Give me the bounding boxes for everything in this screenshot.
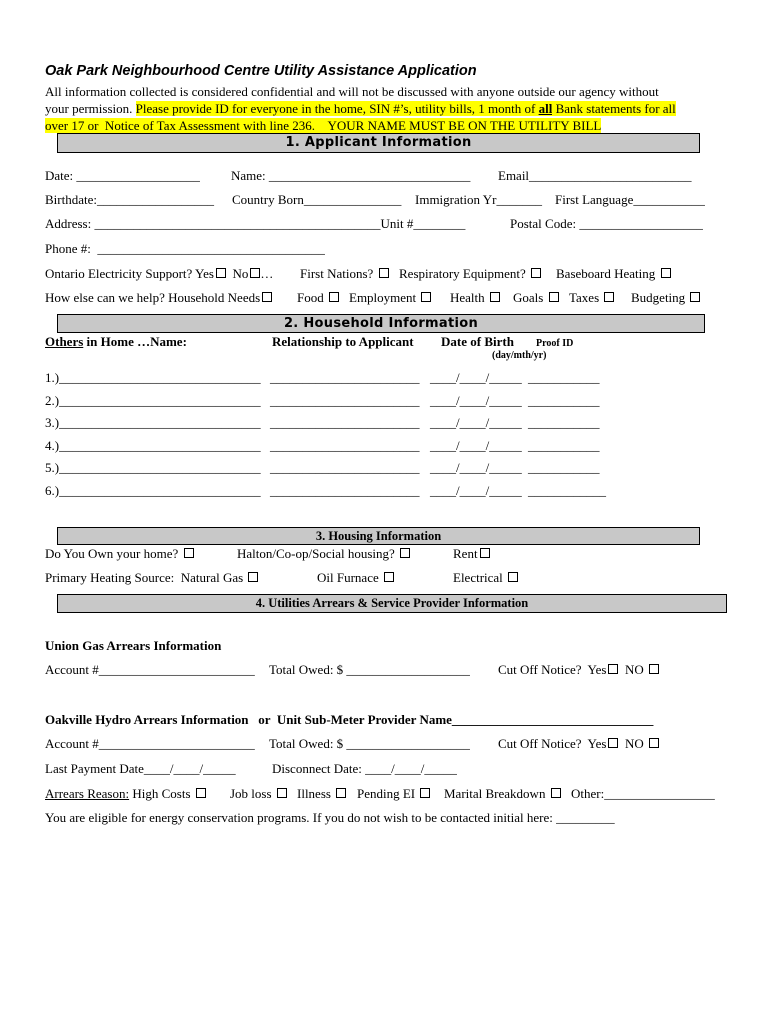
dob-field[interactable]: ____/____/_____ bbox=[430, 370, 522, 385]
health-row bbox=[450, 290, 500, 306]
table-row[interactable] bbox=[45, 460, 261, 476]
baseboard-checkbox[interactable] bbox=[661, 268, 671, 278]
member-name-field[interactable]: _______________________________ bbox=[59, 460, 261, 475]
own-home-label: Do You Own your home? bbox=[45, 546, 179, 561]
budgeting-label: Budgeting bbox=[631, 290, 686, 305]
illness-checkbox[interactable] bbox=[336, 788, 346, 798]
row-number: 4.) bbox=[45, 438, 60, 453]
baseboard-row bbox=[556, 266, 671, 282]
member-name-field[interactable]: _______________________________ bbox=[59, 415, 261, 430]
phone-field[interactable]: Phone #: ___________________________________ bbox=[45, 241, 325, 256]
pending-ei-row bbox=[357, 786, 430, 802]
dob-format-note: (day/mth/yr) bbox=[492, 350, 547, 361]
goals-row bbox=[513, 290, 559, 306]
natural-gas-label: Primary Heating Source: Natural Gas bbox=[45, 570, 244, 585]
member-name-field[interactable]: _______________________________ bbox=[59, 370, 261, 385]
hydro-cutoff-no-checkbox[interactable] bbox=[649, 738, 659, 748]
job-loss-row bbox=[230, 786, 287, 802]
postal-code-field[interactable]: Postal Code: ___________________ bbox=[510, 216, 703, 231]
employment-checkbox[interactable] bbox=[421, 292, 431, 302]
electricity-no-ellipsis: … bbox=[260, 266, 274, 281]
hydro-cutoff-row bbox=[498, 736, 659, 752]
food-checkbox[interactable] bbox=[329, 292, 339, 302]
relationship-field[interactable]: _______________________ bbox=[270, 483, 420, 498]
in-home-label: in Home …Name: bbox=[83, 334, 187, 349]
table-row[interactable] bbox=[45, 438, 261, 454]
email-field[interactable]: Email_________________________ bbox=[498, 168, 692, 183]
row-number: 5.) bbox=[45, 460, 60, 475]
relationship-field[interactable]: _______________________ bbox=[270, 460, 420, 475]
others-label: Others bbox=[45, 334, 84, 349]
pending-ei-checkbox[interactable] bbox=[420, 788, 430, 798]
country-born-field[interactable]: Country Born_______________ bbox=[232, 192, 402, 207]
form-title: Oak Park Neighbourhood Centre Utility Assistance Application bbox=[45, 63, 477, 79]
member-name-field[interactable]: _______________________________ bbox=[59, 393, 261, 408]
arrears-reason-row bbox=[45, 786, 206, 802]
row-number: 1.) bbox=[45, 370, 60, 385]
hydro-heading[interactable]: Oakville Hydro Arrears Information or Unit Sub-Meter Provider Name_______________________________ bbox=[45, 712, 654, 727]
food-label: Food bbox=[297, 290, 324, 305]
job-loss-checkbox[interactable] bbox=[277, 788, 287, 798]
electricity-yes-checkbox[interactable] bbox=[216, 268, 226, 278]
health-label: Health bbox=[450, 290, 485, 305]
other-reason-field[interactable]: Other:_________________ bbox=[571, 786, 715, 801]
intro-line-3 bbox=[45, 118, 601, 134]
illness-label: Illness bbox=[297, 786, 331, 801]
budgeting-checkbox[interactable] bbox=[690, 292, 700, 302]
marital-checkbox[interactable] bbox=[551, 788, 561, 798]
relationship-field[interactable]: _______________________ bbox=[270, 370, 420, 385]
intro-all: all bbox=[538, 101, 553, 116]
dob-heading: Date of Birth bbox=[441, 334, 514, 349]
oil-furnace-label: Oil Furnace bbox=[317, 570, 379, 585]
row-number: 3.) bbox=[45, 415, 60, 430]
own-home-checkbox[interactable] bbox=[184, 548, 194, 558]
union-gas-heading: Union Gas Arrears Information bbox=[45, 638, 222, 653]
birthdate-field[interactable]: Birthdate:__________________ bbox=[45, 192, 214, 207]
proof-id-field[interactable]: ___________ bbox=[528, 460, 600, 475]
section-applicant-header: 1. Applicant Information bbox=[57, 133, 700, 153]
electricity-no-label: No bbox=[232, 266, 249, 281]
union-account-field[interactable]: Account #________________________ bbox=[45, 662, 255, 677]
goals-label: Goals bbox=[513, 290, 544, 305]
goals-checkbox[interactable] bbox=[549, 292, 559, 302]
proof-id-field[interactable]: ___________ bbox=[528, 370, 600, 385]
illness-row bbox=[297, 786, 346, 802]
electricity-no-checkbox[interactable] bbox=[250, 268, 260, 278]
union-cutoff-row bbox=[498, 662, 659, 678]
respiratory-row bbox=[399, 266, 541, 282]
disconnect-date-field[interactable]: Disconnect Date: ____/____/_____ bbox=[272, 761, 457, 776]
proof-id-field[interactable]: ___________ bbox=[528, 393, 600, 408]
hydro-total-owed-field[interactable]: Total Owed: $ ___________________ bbox=[269, 736, 470, 751]
first-nations-checkbox[interactable] bbox=[379, 268, 389, 278]
table-row[interactable] bbox=[45, 483, 261, 499]
immigration-year-field[interactable]: Immigration Yr_______ bbox=[415, 192, 542, 207]
dob-field[interactable]: ____/____/_____ bbox=[430, 415, 522, 430]
electricity-support-label: Ontario Electricity Support? Yes bbox=[45, 266, 214, 281]
rent-checkbox[interactable] bbox=[480, 548, 490, 558]
social-housing-checkbox[interactable] bbox=[400, 548, 410, 558]
baseboard-label: Baseboard Heating bbox=[556, 266, 656, 281]
household-needs-row bbox=[45, 290, 272, 306]
member-name-field[interactable]: _______________________________ bbox=[59, 438, 261, 453]
taxes-row bbox=[569, 290, 614, 306]
marital-label: Marital Breakdown bbox=[444, 786, 546, 801]
oil-furnace-checkbox[interactable] bbox=[384, 572, 394, 582]
high-costs-checkbox[interactable] bbox=[196, 788, 206, 798]
rent-row bbox=[453, 546, 490, 562]
relationship-field[interactable]: _______________________ bbox=[270, 415, 420, 430]
union-total-owed-field[interactable]: Total Owed: $ ___________________ bbox=[269, 662, 470, 677]
last-payment-field[interactable]: Last Payment Date____/____/_____ bbox=[45, 761, 236, 776]
first-language-field[interactable]: First Language___________ bbox=[555, 192, 705, 207]
intro-highlight-b: Bank statements for all bbox=[552, 101, 676, 116]
health-checkbox[interactable] bbox=[490, 292, 500, 302]
high-costs-label: High Costs bbox=[129, 786, 191, 801]
hydro-cutoff-yes-checkbox[interactable] bbox=[608, 738, 618, 748]
respiratory-label: Respiratory Equipment? bbox=[399, 266, 526, 281]
oil-furnace-row bbox=[317, 570, 394, 586]
intro-highlight-a: Please provide ID for everyone in the home, SIN #’s, utility bills, 1 month of bbox=[135, 101, 539, 116]
marital-row bbox=[444, 786, 561, 802]
row-number: 2.) bbox=[45, 393, 60, 408]
natural-gas-checkbox[interactable] bbox=[248, 572, 258, 582]
arrears-reason-label: Arrears Reason: bbox=[45, 786, 130, 801]
electricity-support-row bbox=[45, 266, 273, 282]
household-needs-checkbox[interactable] bbox=[262, 292, 272, 302]
union-cutoff-label: Cut Off Notice? Yes bbox=[498, 662, 607, 677]
employment-label: Employment bbox=[349, 290, 417, 305]
union-cutoff-yes-checkbox[interactable] bbox=[608, 664, 618, 674]
job-loss-label: Job loss bbox=[230, 786, 272, 801]
dob-field[interactable]: ____/____/_____ bbox=[430, 483, 522, 498]
own-home-row bbox=[45, 546, 194, 562]
heating-row bbox=[45, 570, 258, 586]
electrical-row bbox=[453, 570, 518, 586]
social-housing-row bbox=[237, 546, 410, 562]
conservation-initial-field[interactable]: You are eligible for energy conservation programs. If you do not wish to be contacted initial here: _________ bbox=[45, 810, 615, 825]
household-needs-label: How else can we help? Household Needs bbox=[45, 290, 261, 305]
proof-id-heading: Proof ID bbox=[536, 338, 574, 349]
electrical-label: Electrical bbox=[453, 570, 503, 585]
relationship-field[interactable]: _______________________ bbox=[270, 438, 420, 453]
proof-id-field[interactable]: ___________ bbox=[528, 415, 600, 430]
section-household-header: 2. Household Information bbox=[57, 314, 705, 333]
intro-line-1: All information collected is considered confidential and will not be discussed with anyone outside our agency without bbox=[45, 84, 659, 99]
table-row[interactable] bbox=[45, 393, 261, 409]
member-name-field[interactable]: _______________________________ bbox=[59, 483, 261, 498]
food-row bbox=[297, 290, 339, 306]
proof-id-field[interactable]: ____________ bbox=[528, 483, 606, 498]
relationship-heading: Relationship to Applicant bbox=[272, 334, 414, 349]
hydro-account-field[interactable]: Account #________________________ bbox=[45, 736, 255, 751]
date-field[interactable]: Date: ___________________ bbox=[45, 168, 200, 183]
social-housing-label: Halton/Co-op/Social housing? bbox=[237, 546, 395, 561]
employment-row bbox=[349, 290, 431, 306]
section-utilities-header: 4. Utilities Arrears & Service Provider Information bbox=[57, 594, 727, 613]
intro-highlight-c: over 17 or Notice of Tax Assessment with line 236. YOUR NAME MUST BE ON THE UTILITY BILL bbox=[45, 118, 602, 133]
union-cutoff-no-checkbox[interactable] bbox=[649, 664, 659, 674]
first-nations-label: First Nations? bbox=[300, 266, 374, 281]
electrical-checkbox[interactable] bbox=[508, 572, 518, 582]
union-cutoff-no-label: NO bbox=[624, 662, 644, 677]
row-number: 6.) bbox=[45, 483, 60, 498]
respiratory-checkbox[interactable] bbox=[531, 268, 541, 278]
hydro-cutoff-no-label: NO bbox=[624, 736, 644, 751]
dob-field[interactable]: ____/____/_____ bbox=[430, 460, 522, 475]
taxes-checkbox[interactable] bbox=[604, 292, 614, 302]
address-field[interactable]: Address: ____________________________________________Unit #________ bbox=[45, 216, 466, 231]
taxes-label: Taxes bbox=[569, 290, 600, 305]
section-housing-header: 3. Housing Information bbox=[57, 527, 700, 545]
table-row[interactable] bbox=[45, 370, 261, 386]
dob-field[interactable]: ____/____/_____ bbox=[430, 393, 522, 408]
table-row[interactable] bbox=[45, 415, 261, 431]
pending-ei-label: Pending EI bbox=[357, 786, 416, 801]
budgeting-row bbox=[631, 290, 700, 306]
proof-id-field[interactable]: ___________ bbox=[528, 438, 600, 453]
name-field[interactable]: Name: _______________________________ bbox=[231, 168, 471, 183]
others-heading bbox=[45, 334, 187, 350]
hydro-cutoff-label: Cut Off Notice? Yes bbox=[498, 736, 607, 751]
intro-line-2 bbox=[45, 101, 676, 117]
rent-label: Rent bbox=[453, 546, 478, 561]
first-nations-row bbox=[300, 266, 389, 282]
intro-line-2-plain: your permission. bbox=[45, 101, 136, 116]
dob-field[interactable]: ____/____/_____ bbox=[430, 438, 522, 453]
relationship-field[interactable]: _______________________ bbox=[270, 393, 420, 408]
